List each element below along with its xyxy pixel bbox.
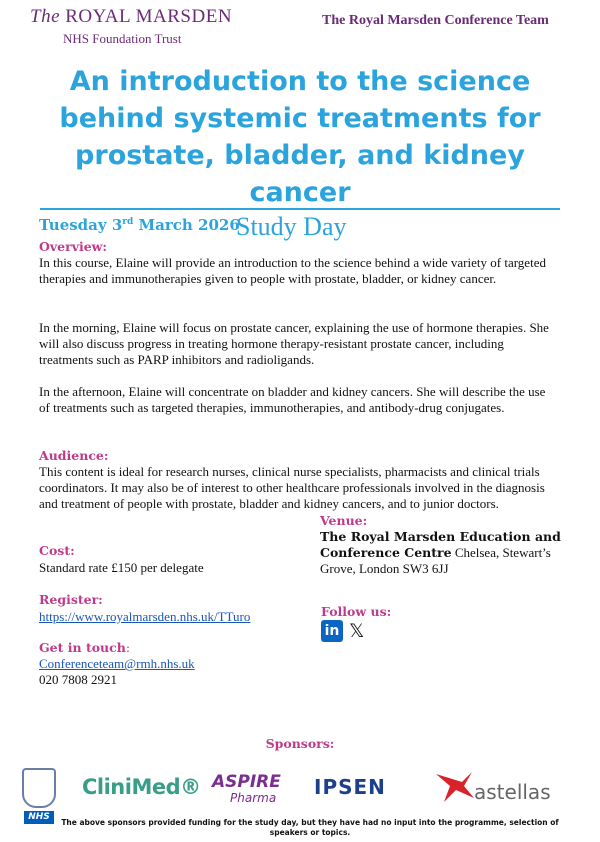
audience-text: This content is ideal for research nurses, clinical nurse specialists, pharmacists and clinical trials coordinators. It may also be of interest to other healthcare professionals involved in the diagnosis and treatment of people with prostate, bladder and kidney cancers, and to junior doctors.	[39, 464, 545, 512]
astellas-star-icon	[434, 770, 474, 804]
contact-heading-text: Get in touch	[39, 640, 126, 655]
conference-team-label: The Royal Marsden Conference Team	[322, 13, 549, 28]
title-divider	[40, 208, 560, 210]
event-title: An introduction to the science behind systemic treatments for prostate, bladder, and kidney cancer	[59, 66, 541, 208]
register-link[interactable]: https://www.royalmarsden.nhs.uk/TTuro	[39, 609, 251, 624]
cost-text: Standard rate £150 per delegate	[39, 560, 204, 575]
logo-name: ROYAL MARSDEN	[65, 6, 233, 27]
sponsors-heading: Sponsors:	[265, 736, 335, 751]
register-heading: Register:	[39, 592, 103, 607]
venue-address: Chelsea, Stewart’s Grove, London SW3 6JJ	[320, 545, 551, 577]
aspire-logo: ASPIRE	[212, 772, 281, 792]
ipsen-logo: IPSEN	[314, 775, 386, 799]
social-links	[321, 620, 364, 642]
overview-paragraph-1: In this course, Elaine will provide an introduction to the science behind a wide variety of targeted therapies and immunotherapies given to people with prostate, bladder, or kidney cancer.	[39, 255, 546, 287]
event-type: Study Day	[236, 212, 347, 241]
x-icon[interactable]: 𝕏	[349, 620, 365, 642]
contact-email-link[interactable]: Conferenceteam@rmh.nhs.uk	[39, 656, 195, 671]
cost-heading: Cost:	[39, 543, 75, 558]
sponsor-disclaimer: The above sponsors provided funding for the study day, but they have had no input into the programme, selection of speakers or topics.	[61, 818, 559, 837]
nhs-logo: NHS	[24, 811, 54, 824]
date-prefix: Tuesday 3	[39, 216, 123, 234]
astellas-logo: astellas	[474, 780, 551, 804]
logo-the: The	[30, 6, 60, 27]
venue-heading: Venue:	[320, 513, 368, 528]
follow-heading: Follow us:	[321, 604, 392, 619]
event-date	[39, 216, 240, 234]
aspire-logo-pharma: Pharma	[230, 791, 277, 805]
date-rest: March 2026	[133, 216, 240, 234]
audience-heading: Audience:	[39, 448, 109, 463]
venue-details	[320, 529, 570, 578]
logo-subtitle: NHS Foundation Trust	[63, 31, 182, 46]
overview-paragraph-3: In the afternoon, Elaine will concentrate on bladder and kidney cancers. She will describe the use of treatments such as targeted therapies, immunotherapies, and antibody-drug conjugates.	[39, 384, 546, 416]
date-ordinal: rd	[122, 217, 134, 227]
overview-heading: Overview:	[39, 239, 108, 254]
royal-marsden-crest-icon	[22, 768, 56, 808]
contact-heading-colon: :	[125, 640, 131, 655]
contact-heading	[39, 640, 289, 655]
linkedin-icon[interactable]: in	[321, 620, 343, 642]
royal-marsden-logo	[30, 6, 232, 28]
overview-paragraph-2: In the morning, Elaine will focus on prostate cancer, explaining the use of hormone therapies. She will also discuss progress in treating hormone therapy-resistant prostate cancer, including treatments such as PARP inhibitors and radioligands.	[39, 320, 549, 368]
contact-phone: 020 7808 2921	[39, 672, 117, 687]
venue-name: The Royal Marsden Education and Conference Centre	[320, 529, 561, 561]
clinimed-logo: CliniMed®	[82, 775, 201, 799]
